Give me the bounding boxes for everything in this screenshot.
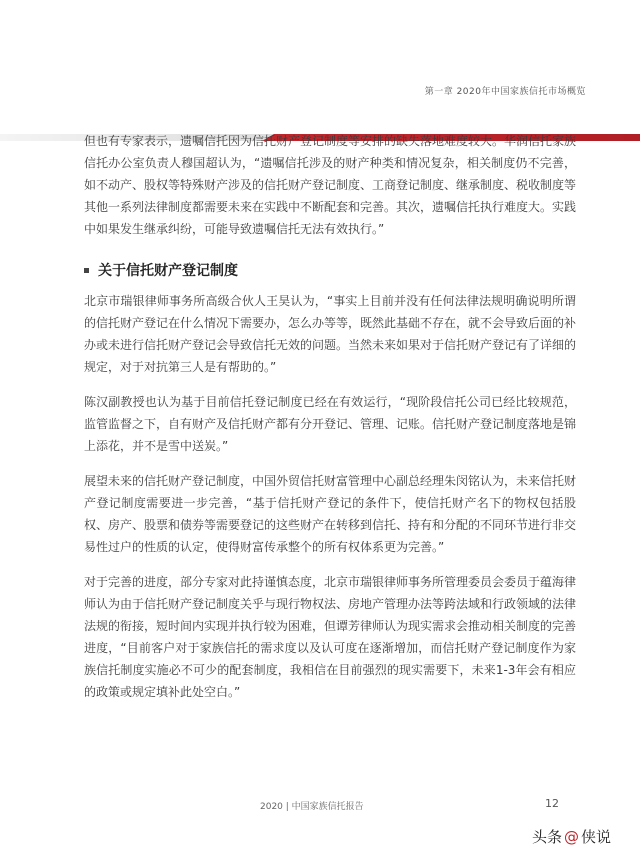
at-icon: @ bbox=[564, 827, 580, 846]
section-paragraph-3: 展望未来的信托财产登记制度，中国外贸信托财富管理中心副总经理朱闵铭认为，未来信托财产登记制度需要进一步完善，“基于信托财产登记的条件下，使信托财产名下的物权包括股权、房产、股票和债券等需要登记的这些财产在转移到信托、持有和分配的不同环节进行非交易性过户的性质的认定，使得财富传承整个的所有权体系更为完善。” bbox=[84, 474, 577, 554]
section-paragraph-4: 对于完善的进度，部分专家对此持谨慎态度，北京市瑞银律师事务所管理委员会委员于蕴海律师认为由于信托财产登记制度关乎与现行物权法、房地产管理办法等跨法域和行政领域的法律法规的衔接，短时间内实现并执行较为困难，但谭芳律师认为现实需求会推动相关制度的完善进度，“目前客户对于家族信托的需求度以及认可度在逐渐增加，而信托财产登记制度作为家族信托制度实施必不可少的配套制度，我相信在目前强烈的现实需要下，未来1-3年会有相应的政策或规定填补此处空白。” bbox=[84, 575, 577, 699]
page-footer bbox=[0, 797, 640, 817]
header-band bbox=[0, 62, 640, 80]
section-paragraph-2: 陈汉副教授也认为基于目前信托登记制度已经在有效运行，“现阶段信托公司已经比较规范，监管监督之下，自有财产及信托财产都有分开登记、管理、记账。信托财产登记制度落地是锦上添花，并不是雪中送炭。” bbox=[84, 395, 577, 453]
section-title: 关于信托财产登记制度 bbox=[98, 263, 238, 279]
watermark-prefix: 头条 bbox=[532, 828, 563, 846]
section-heading bbox=[84, 260, 576, 280]
intro-paragraph: 但也有专家表示，遗嘱信托因为信托财产登记制度等安排的缺失落地难度较大。华润信托家族信托办公室负责人穆国超认为，“遗嘱信托涉及的财产种类和情况复杂，相关制度仍不完善，如不动产、股权等特殊财产涉及的信托财产登记制度、工商登记制度、继承制度、税收制度等其他一系列法律制度都需要未来在实践中不断配套和完善。其次，遗嘱信托执行难度大。实践中如果发生继承纠纷，可能导致遗嘱信托无法有效执行。” bbox=[84, 134, 577, 236]
watermark-handle: 侠说 bbox=[581, 828, 612, 846]
section-paragraph-1: 北京市瑞银律师事务所高级合伙人王昊认为，“事实上目前并没有任何法律法规明确说明所谓的信托财产登记在什么情况下需要办，怎么办等等，既然此基础不存在，就不会导致后面的补办或未进行信托财产登记会导致信托无效的问题。当然未来如果对于信托财产登记有了详细的规定，对于对抗第三人是有帮助的。” bbox=[84, 294, 577, 374]
page-number: 12 bbox=[545, 797, 559, 810]
footer-report-title: 2020 | 中国家族信托报告 bbox=[260, 802, 364, 812]
square-bullet-icon bbox=[84, 268, 89, 273]
chapter-title: 第一章 2020年中国家族信托市场概览 bbox=[424, 87, 586, 97]
watermark bbox=[532, 826, 611, 847]
page-content bbox=[84, 130, 576, 716]
